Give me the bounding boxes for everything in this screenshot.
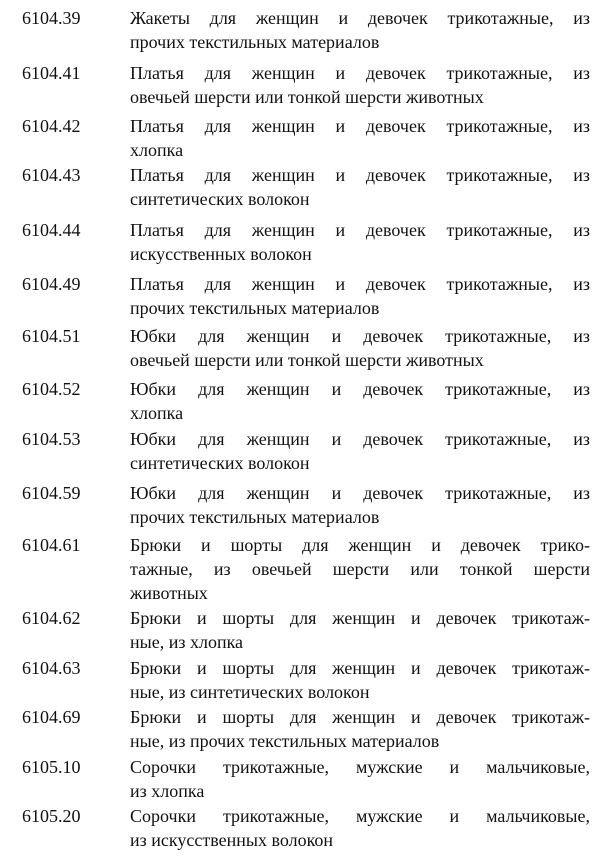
item-code: 6104.39 [22, 8, 81, 28]
item-code: 6105.20 [22, 806, 81, 826]
item-description [130, 656, 590, 704]
item-code: 6104.41 [22, 63, 81, 83]
description-line: Брюки и шорты для женщин и девочек трикотаж- [130, 608, 590, 628]
description-line: хлопка [130, 403, 184, 423]
description-line: овечьей шерсти или тонкой шерсти животных [130, 87, 484, 107]
item-description [130, 606, 590, 654]
description-line: хлопка [130, 140, 184, 160]
description-line: прочих текстильных материалов [130, 32, 380, 52]
item-code: 6104.51 [22, 326, 81, 346]
item-code: 6104.43 [22, 165, 81, 185]
item-code: 6104.61 [22, 535, 81, 555]
item-description [130, 6, 590, 54]
item-code: 6104.49 [22, 274, 81, 294]
item-description [130, 272, 590, 320]
description-line: Юбки для женщин и девочек трикотажные, из [130, 429, 590, 449]
item-description [130, 61, 590, 109]
item-code: 6104.59 [22, 483, 81, 503]
item-code: 6104.53 [22, 429, 81, 449]
item-description [130, 481, 590, 529]
description-line: тажные, из овечьей шерсти или тонкой шерсти [130, 559, 590, 579]
description-line: Юбки для женщин и девочек трикотажные, из [130, 379, 590, 399]
description-line: ные, из синтетических волокон [130, 682, 370, 702]
description-line: овечьей шерсти или тонкой шерсти животных [130, 350, 484, 370]
description-line: прочих текстильных материалов [130, 298, 380, 318]
description-line: ные, из прочих текстильных материалов [130, 731, 440, 751]
item-code: 6104.52 [22, 379, 81, 399]
description-line: Брюки и шорты для женщин и девочек трикотаж- [130, 658, 590, 678]
item-code: 6104.69 [22, 707, 81, 727]
description-line: Юбки для женщин и девочек трикотажные, из [130, 483, 590, 503]
description-line: Платья для женщин и девочек трикотажные, из [130, 165, 590, 185]
description-line: Юбки для женщин и девочек трикотажные, из [130, 326, 590, 346]
description-line: синтетических волокон [130, 453, 310, 473]
description-line: искусственных волокон [130, 244, 312, 264]
description-line: животных [130, 583, 208, 603]
description-line: Сорочки трикотажные, мужские и мальчиковые, [130, 757, 590, 777]
item-code: 6104.42 [22, 116, 81, 136]
description-line: из искусственных волокон [130, 830, 334, 850]
item-code: 6104.62 [22, 608, 81, 628]
description-line: из хлопка [130, 781, 205, 801]
item-description [130, 218, 590, 266]
item-code: 6104.63 [22, 658, 81, 678]
description-line: синтетических волокон [130, 189, 310, 209]
description-line: Платья для женщин и девочек трикотажные, из [130, 63, 590, 83]
item-description [130, 427, 590, 475]
item-code: 6105.10 [22, 757, 81, 777]
item-description [130, 163, 590, 211]
item-description [130, 755, 590, 803]
description-line: прочих текстильных материалов [130, 507, 380, 527]
description-line: Платья для женщин и девочек трикотажные, из [130, 274, 590, 294]
item-description [130, 324, 590, 372]
description-line: Платья для женщин и девочек трикотажные, из [130, 220, 590, 240]
item-description [130, 114, 590, 162]
description-line: ные, из хлопка [130, 632, 244, 652]
item-description [130, 804, 590, 852]
item-description [130, 533, 590, 605]
item-description [130, 705, 590, 753]
description-line: Сорочки трикотажные, мужские и мальчиковые, [130, 806, 590, 826]
item-description [130, 377, 590, 425]
description-line: Жакеты для женщин и девочек трикотажные, из [130, 8, 590, 28]
description-line: Брюки и шорты для женщин и девочек трико- [130, 535, 590, 555]
description-line: Брюки и шорты для женщин и девочек трикотаж- [130, 707, 590, 727]
item-code: 6104.44 [22, 220, 81, 240]
description-line: Платья для женщин и девочек трикотажные, из [130, 116, 590, 136]
